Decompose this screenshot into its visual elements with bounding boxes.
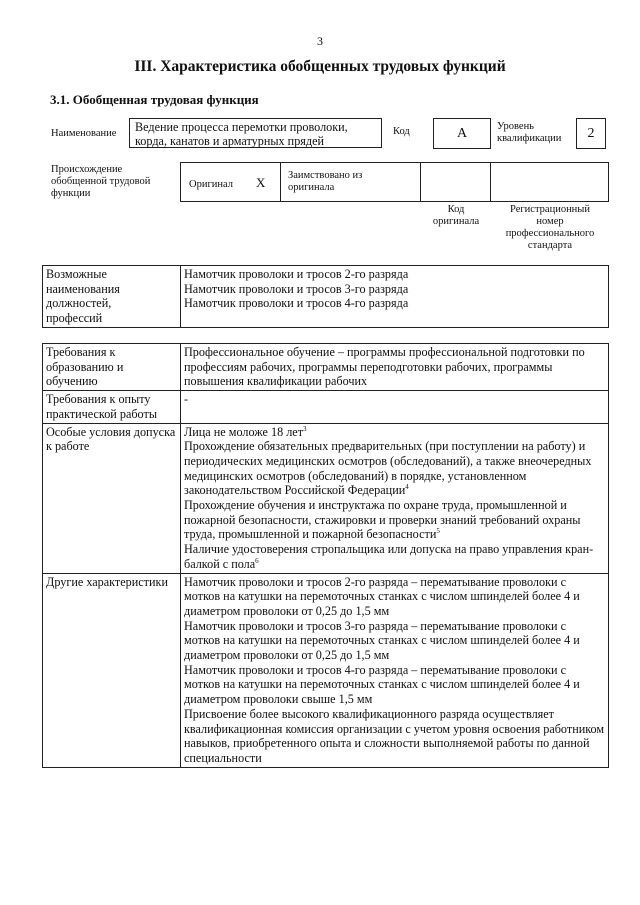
special-condition-text: Прохождение обучения и инструктажа по охране труда, промышленной и пожарной безопасности, стажировки и проверки знаний требований охраны труда, промышленной и пожарной безопасности	[184, 498, 581, 542]
positions-table	[42, 265, 609, 328]
name-label: Наименование	[51, 128, 117, 139]
experience-value: -	[181, 391, 609, 423]
special-condition-item	[184, 542, 605, 571]
other-characteristic-item: Намотчик проволоки и тросов 3-го разряда – перематывание проволоки с мотков на катушки на перемоточных станках с числом шпинделей более 4 и диаметром проволоки от 0,25 до 1,5 мм	[184, 618, 580, 663]
level-label-line2: квалификации	[497, 133, 562, 144]
special-condition-item	[184, 498, 605, 542]
position-item: Намотчик проволоки и тросов 2-го разряда	[184, 267, 409, 281]
footnote-ref: 6	[255, 556, 259, 565]
code-original-line1: Код	[447, 204, 465, 215]
other-characteristic-item: Намотчик проволоки и тросов 2-го разряда – перематывание проволоки с мотков на катушки на перемоточных станках с числом шпинделей более 4 и диаметром проволоки от 0,25 до 1,5 мм	[184, 574, 580, 618]
subsection-title: 3.1. Обобщенная трудовая функция	[50, 92, 259, 107]
origin-box	[180, 162, 609, 202]
other-characteristics-list	[181, 573, 609, 767]
level-box: 2	[576, 118, 606, 149]
special-condition-item	[184, 439, 605, 498]
positions-list	[181, 266, 609, 328]
special-conditions-list	[181, 423, 609, 573]
positions-label	[43, 266, 181, 328]
positions-label-line4: профессий	[46, 311, 103, 326]
position-item: Намотчик проволоки и тросов 4-го разряда	[184, 296, 409, 311]
name-value-line2: корда, канатов и арматурных прядей	[135, 134, 325, 148]
special-condition-text: Лица не моложе 18 лет	[184, 424, 304, 439]
special-condition-text: Прохождение обязательных предварительных (при поступлении на работу) и периодических медицинских осмотров (обследований), а также внеочередных медицинских осмотров (обследований) в порядке, установленном законодательством Российской Федерации	[184, 439, 592, 498]
code-box: A	[433, 118, 491, 149]
education-row	[43, 344, 609, 391]
reg-number-line3: профессионального	[505, 228, 595, 239]
code-label: Код	[393, 126, 410, 137]
position-item: Намотчик проволоки и тросов 3-го разряда	[184, 281, 409, 296]
borrowed-line1: Заимствовано из	[288, 170, 363, 181]
origin-divider-2	[420, 163, 421, 201]
positions-label-line1: Возможные	[46, 267, 107, 281]
reg-number-line1: Регистрационный	[510, 204, 590, 215]
special-condition-text: Наличие удостоверения стропальщика или допуска на право управления кран-балкой с пола	[184, 542, 594, 571]
reg-number-line4: стандарта	[527, 240, 573, 251]
origin-divider-3	[490, 163, 491, 201]
experience-label: Требования к опыту практической работы	[43, 391, 181, 423]
special-conditions-row	[43, 423, 609, 573]
other-characteristic-item: Намотчик проволоки и тросов 4-го разряда – перематывание проволоки с мотков на катушки на перемоточных станках с числом шпинделей более 4 и диаметром проволоки свыше 1,5 мм	[184, 662, 580, 707]
footnote-ref: 3	[303, 424, 307, 433]
origin-label-line2: обобщенной трудовой	[51, 176, 151, 187]
borrowed-line2: оригинала	[288, 182, 335, 193]
section-title: III. Характеристика обобщенных трудовых функций	[134, 58, 506, 75]
requirements-table	[42, 343, 609, 768]
positions-label-line3: должностей,	[46, 296, 112, 311]
page-number: 3	[317, 34, 323, 48]
original-mark: X	[256, 175, 266, 190]
positions-row	[43, 266, 609, 328]
footnote-ref: 5	[436, 527, 440, 536]
experience-row	[43, 391, 609, 423]
special-conditions-label: Особые условия допуска к работе	[43, 423, 181, 573]
code-original-line2: оригинала	[432, 216, 480, 227]
reg-number-line2: номер	[536, 216, 564, 227]
positions-label-line2: наименования	[46, 281, 120, 296]
special-condition-item	[184, 425, 605, 440]
education-label: Требования к образованию и обучению	[43, 344, 181, 391]
footnote-ref: 4	[405, 483, 409, 492]
origin-divider-1	[280, 163, 281, 201]
other-characteristic-item: Присвоение более высокого квалификационного разряда осуществляет квалификационная комиссия организации с учетом уровня освоения работником навыков, приобретенного опыта и сложности выполняемой работы по данной специальности	[184, 706, 605, 765]
education-value: Профессиональное обучение – программы профессиональной подготовки по профессиям рабочих, программы переподготовки рабочих, программы повышения квалификации рабочих	[181, 344, 609, 391]
origin-label-line1: Происхождение	[51, 164, 123, 175]
other-characteristics-label: Другие характеристики	[43, 573, 181, 767]
original-label: Оригинал	[189, 179, 233, 190]
other-characteristics-row	[43, 573, 609, 767]
level-label-line1: Уровень	[497, 121, 534, 132]
origin-label-line3: функции	[51, 188, 91, 199]
name-box	[129, 118, 382, 148]
name-value-line1: Ведение процесса перемотки проволоки,	[135, 120, 348, 134]
